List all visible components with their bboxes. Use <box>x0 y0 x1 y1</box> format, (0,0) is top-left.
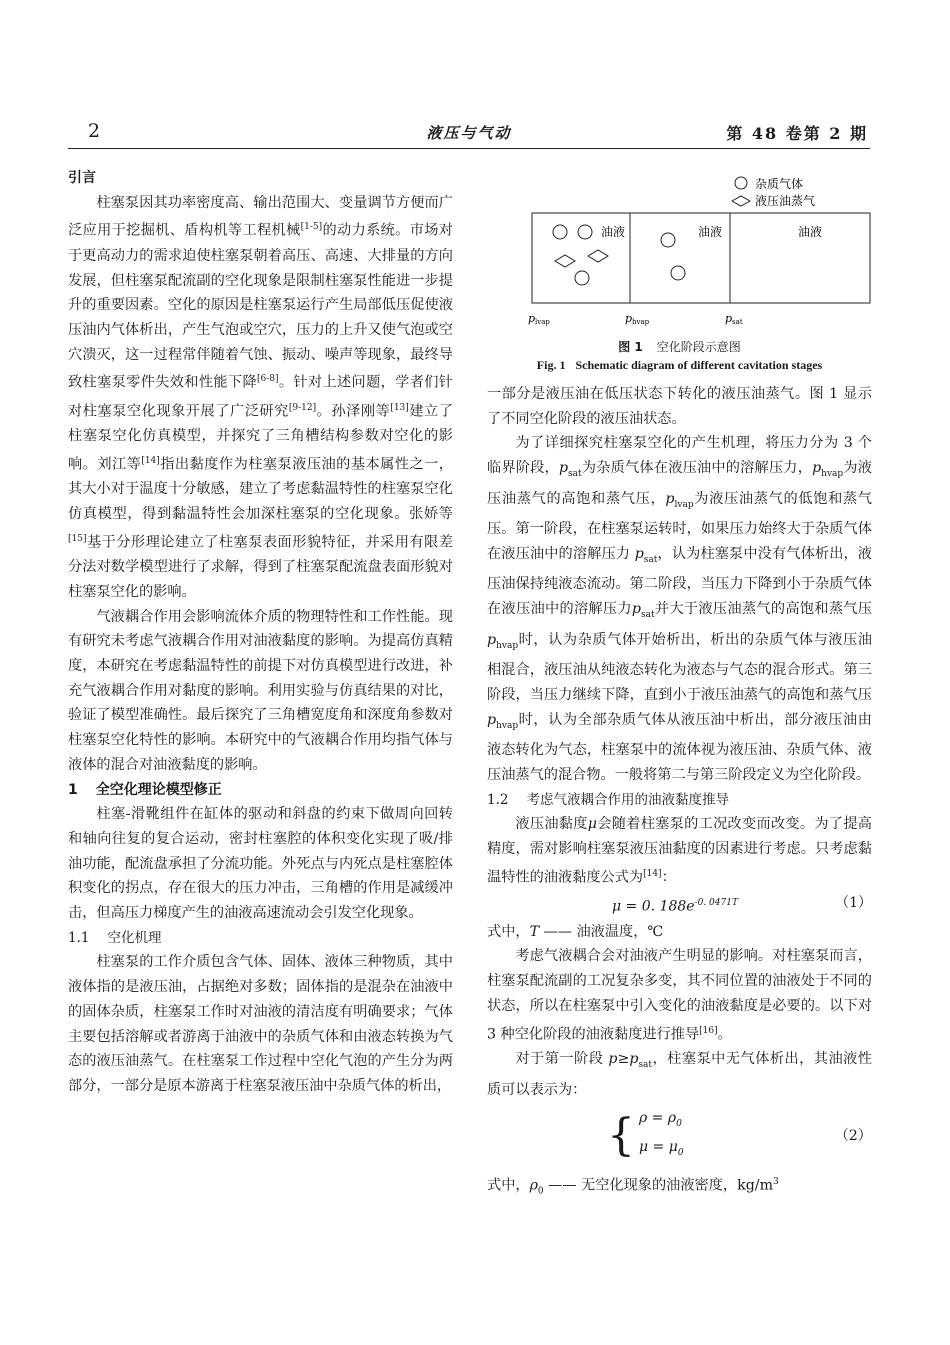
figure-caption-cn-text: 空化阶段示意图 <box>656 340 741 354</box>
section-heading-1-1: 1.1 空化机理 <box>68 929 162 946</box>
label-p-hvap: phvap <box>625 312 650 326</box>
gas-bubble-icon <box>578 225 592 239</box>
equation-1: μ = 0. $188e^{-0. 0471T}$ （1） <box>487 890 872 920</box>
cavitation-diagram <box>487 170 872 335</box>
label-p-sat: psat <box>725 312 743 326</box>
paragraph: 考虑气液耦合会对油液产生明显的影响。对柱塞泵而言，柱塞泵配流副的工况复杂多变，其不同位置的油液处于不同的状态，所以在柱塞泵中引入变化的油液黏度是必要的。以下对 3 种空化阶段的油液黏度进行推导[16]。 <box>487 948 872 1043</box>
legend-vapor-label: 液压油蒸气 <box>755 194 816 208</box>
legend-gas-label: 杂质气体 <box>755 177 804 191</box>
equation-2: { $\rho = \rho_0$ $\mu = \mu_0$ （2） <box>607 1110 872 1162</box>
region-label-oil-1: 油液 <box>601 225 626 239</box>
region-label-oil-3: 油液 <box>798 225 823 239</box>
figure-caption-en <box>487 358 872 373</box>
section-heading-1: 1 全空化理论模型修正 <box>68 781 222 798</box>
vapor-bubble-icon <box>588 250 608 262</box>
brace-glyph: { <box>607 1110 635 1162</box>
gas-bubble-icon <box>575 271 589 285</box>
gas-bubble-icon <box>661 233 675 247</box>
issue-label: 第 48 卷第 2 期 <box>726 124 868 143</box>
equation-number: （2） <box>834 1127 872 1144</box>
figure-caption-en-label: Fig. 1 <box>536 358 566 372</box>
figure-1 <box>487 170 872 380</box>
page-header <box>68 118 870 149</box>
gas-bubble-icon <box>671 266 685 280</box>
vapor-bubble-icon <box>555 255 575 267</box>
left-column <box>68 166 453 1099</box>
paragraph: 为了详细探究柱塞泵空化的产生机理，将压力分为 3 个临界阶段，$p_{sat}$为杂质气体在液压油中的溶解压力，$p_{hvap}$为液压油蒸气的高饱和蒸气压，$p_{lvap}$为液压油蒸气的低饱和蒸气压。第一阶段，在柱塞泵运转时，如果压力始终大于杂质气体在液压油中的溶解压力 $p_{sat}$，认为柱塞泵中没有气体析出，液压油保持纯液态流动。第二阶段，当压力下降到小于杂质气体在液压油中的溶解压力$p_{sat}$并大于液压油蒸气的高饱和蒸气压 $p_{hvap}$时，认为杂质气体开始析出，析出的杂质气体与液压油相混合，液压油从纯液态转化为液态与气态的混合形式。第三阶段，当压力继续下降，直到小于液压油蒸气的高饱和蒸气压 $p_{hvap}$时，认为全部杂质气体从液压油中析出，部分液压油由液态转化为气态，柱塞泵中的流体视为液压油、杂质气体、液压油蒸气的混合物。一般将第二与第三阶段定义为空化阶段。 <box>487 435 872 783</box>
region-label-oil-2: 油液 <box>698 225 723 239</box>
paragraph: 柱塞-滑靴组件在缸体的驱动和斜盘的约束下做周向回转和轴向往复的复合运动，密封柱塞腔的体积变化实现了吸/排油功能，配流盘承担了分流功能。外死点与内死点是柱塞腔体积变化的拐点，存在很大的压力冲击，三角槽的作用是减缓冲击，但高压力梯度产生的油液高速流动会引发空化现象。 <box>68 806 453 922</box>
right-column <box>487 382 872 1204</box>
journal-title: 液压与气动 <box>426 124 512 142</box>
paragraph: 柱塞泵的工作介质包含气体、固体、液体三种物质，其中液体指的是液压油，占据绝对多数；固体指的是混杂在油液中的固体杂质，柱塞泵工作时对油液的清洁度有明确要求；气体主要包括溶解或者游离于油液中的杂质气体和由液态转换为气态的液压油蒸气。在柱塞泵工作过程中空化气泡的产生分为两部分，一部分是原本游离于柱塞泵液压油中杂质气体的析出， <box>68 954 453 1094</box>
label-p-lvap: plvap <box>528 312 550 326</box>
figure-caption-en-text: Schematic diagram of different cavitation stages <box>575 358 823 372</box>
paragraph: 液压油黏度μ会随着柱塞泵的工况改变而改变。为了提高精度，需对影响柱塞泵液压油黏度的因素进行考虑。只考虑黏温特性的油液黏度公式为[14]： <box>487 816 872 886</box>
equation-where: 式中，$\rho_0$ —— 无空化现象的油液密度，$kg/m^3$ <box>487 1177 779 1197</box>
paragraph: 柱塞泵因其功率密度高、输出范围大、变量调节方便而广泛应用于挖掘机、盾构机等工程机械[1-5]的动力系统。市场对于更高动力的需求迫使柱塞泵朝着高压、高速、大排量的方向发展，但柱塞泵配流副的空化现象是限制柱塞泵性能进一步提升的重要因素。空化的原因是柱塞泵运行产生局部低压促使液压油内气体析出，产生气泡或空穴，压力的上升又使气泡或空穴溃灭，这一过程常伴随着气蚀、振动、噪声等现象，最终导致柱塞泵零件失效和性能下降[6-8]。针对上述问题，学者们针对柱塞泵空化现象开展了广泛研究[9-12]。孙泽刚等[13]建立了柱塞泵空化仿真模型，并探究了三角槽结构参数对空化的影响。刘江等[14]指出黏度作为柱塞泵液压油的基本属性之一，其大小对于温度十分敏感，建立了考虑黏温特性的柱塞泵空化仿真模型，得到黏温特性会加深柱塞泵的空化现象。张娇等[15]基于分形理论建立了柱塞泵表面形貌特征，并采用有限差分法对数学模型进行了求解，得到了柱塞泵配流盘表面形貌对柱塞泵空化的影响。 <box>68 194 453 600</box>
paragraph: 一部分是液压油在低压状态下转化的液压油蒸气。图 1 显示了不同空化阶段的液压油状态。 <box>487 386 872 427</box>
equation-where: 式中，T —— 油液温度，℃ <box>487 923 664 940</box>
section-heading-1-2: 1.2 考虑气液耦合作用的油液黏度推导 <box>487 791 729 808</box>
figure-caption-cn <box>487 338 872 355</box>
legend-gas-icon <box>735 177 747 189</box>
paragraph: 气液耦合作用会影响流体介质的物理特性和工作性能。现有研究未考虑气液耦合作用对油液黏度的影响。为提高仿真精度，本研究在考虑黏温特性的前提下对仿真模型进行改进，补充气液耦合作用对黏度的影响。利用实验与仿真结果的对比，验证了模型准确性。最后探究了三角槽宽度角和深度角参数对柱塞泵空化特性的影响。本研究中的气液耦合作用均指气体与液体的混合对油液黏度的影响。 <box>68 608 453 773</box>
figure-caption-cn-label: 图 1 <box>618 340 643 354</box>
gas-bubble-icon <box>553 225 567 239</box>
section-heading-intro: 引言 <box>68 170 96 186</box>
paragraph: 对于第一阶段 $p\ge p_{sat}$，柱塞泵中无气体析出，其油液性质可以表示为： <box>487 1050 872 1098</box>
equation-number: （1） <box>835 895 872 912</box>
legend-vapor-icon <box>732 196 750 206</box>
page-number: 2 <box>88 120 101 142</box>
